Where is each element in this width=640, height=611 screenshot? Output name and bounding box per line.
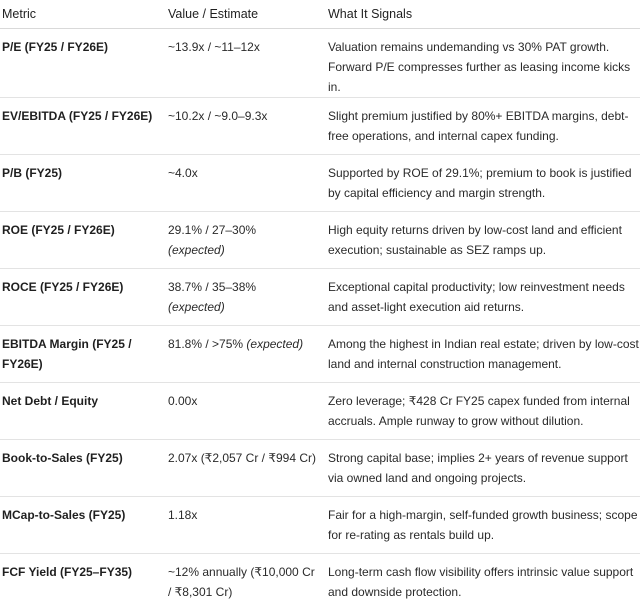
value-cell — [168, 497, 328, 554]
table-row — [0, 554, 640, 611]
value-cell — [168, 29, 328, 98]
signal-cell — [328, 29, 640, 98]
value-text: 0.00x — [168, 394, 198, 408]
metric-cell — [0, 497, 168, 554]
signal-text: Valuation remains undemanding vs 30% PAT growth. Forward P/E compresses further as leasing income kicks in. — [328, 40, 631, 94]
metric-cell — [0, 155, 168, 212]
table-row — [0, 98, 640, 155]
table-header-row — [0, 0, 640, 29]
table-row — [0, 29, 640, 98]
header-signal: What It Signals — [328, 0, 640, 29]
signal-cell — [328, 326, 640, 383]
signal-cell — [328, 383, 640, 440]
metric-cell — [0, 554, 168, 611]
value-text: 38.7% / 35–38% — [168, 280, 257, 294]
signal-cell — [328, 155, 640, 212]
value-text: ~12% annually (₹10,000 Cr / ₹8,301 Cr) — [168, 565, 315, 599]
metric-label: Net Debt / Equity — [2, 394, 99, 408]
table-row — [0, 497, 640, 554]
value-cell — [168, 155, 328, 212]
signal-cell — [328, 440, 640, 497]
value-text: ~10.2x / ~9.0–9.3x — [168, 109, 268, 123]
metric-cell — [0, 383, 168, 440]
table-row — [0, 212, 640, 269]
value-note: (expected) — [168, 243, 225, 257]
metric-label: ROCE (FY25 / FY26E) — [2, 280, 124, 294]
metric-label: ROE (FY25 / FY26E) — [2, 223, 115, 237]
signal-text: Supported by ROE of 29.1%; premium to book is justified by capital efficiency and margin strength. — [328, 166, 632, 200]
signal-text: Among the highest in Indian real estate; driven by low-cost land and internal construction management. — [328, 337, 639, 371]
signal-text: Exceptional capital productivity; low reinvestment needs and asset-light execution aid returns. — [328, 280, 625, 314]
signal-cell — [328, 212, 640, 269]
metric-cell — [0, 98, 168, 155]
metric-cell — [0, 440, 168, 497]
value-cell — [168, 326, 328, 383]
table-row — [0, 269, 640, 326]
header-metric: Metric — [0, 0, 168, 29]
value-cell — [168, 269, 328, 326]
signal-text: High equity returns driven by low-cost land and efficient execution; sustainable as SEZ ramps up. — [328, 223, 622, 257]
signal-cell — [328, 98, 640, 155]
table-row — [0, 383, 640, 440]
value-text: 29.1% / 27–30% — [168, 223, 257, 237]
value-text: 1.18x — [168, 508, 198, 522]
signal-cell — [328, 497, 640, 554]
value-text: ~4.0x — [168, 166, 198, 180]
signal-text: Long-term cash flow visibility offers intrinsic value support and downside protection. — [328, 565, 634, 599]
value-text: 2.07x (₹2,057 Cr / ₹994 Cr) — [168, 451, 316, 465]
table-row — [0, 440, 640, 497]
value-note: (expected) — [168, 300, 225, 314]
value-text: 81.8% / >75% — [168, 337, 244, 351]
signal-text: Slight premium justified by 80%+ EBITDA margins, debt-free operations, and internal capex funding. — [328, 109, 629, 143]
value-cell — [168, 383, 328, 440]
metric-label: P/E (FY25 / FY26E) — [2, 40, 109, 54]
value-cell — [168, 212, 328, 269]
value-cell — [168, 98, 328, 155]
table-row — [0, 155, 640, 212]
metric-cell — [0, 269, 168, 326]
table-row — [0, 326, 640, 383]
metric-label: EV/EBITDA (FY25 / FY26E) — [2, 109, 153, 123]
signal-text: Strong capital base; implies 2+ years of revenue support via owned land and ongoing projects. — [328, 451, 628, 485]
metric-label: FCF Yield (FY25–FY35) — [2, 565, 133, 579]
value-cell — [168, 554, 328, 611]
signal-cell — [328, 269, 640, 326]
metric-label: Book-to-Sales (FY25) — [2, 451, 123, 465]
signal-cell — [328, 554, 640, 611]
header-value: Value / Estimate — [168, 0, 328, 29]
metric-cell — [0, 29, 168, 98]
value-cell — [168, 440, 328, 497]
metric-label: MCap-to-Sales (FY25) — [2, 508, 126, 522]
value-note: (expected) — [246, 337, 304, 351]
signal-text: Zero leverage; ₹428 Cr FY25 capex funded from internal accruals. Ample runway to grow without dilution. — [328, 394, 630, 428]
metric-label: EBITDA Margin (FY25 / FY26E) — [2, 337, 132, 371]
metric-cell — [0, 326, 168, 383]
metric-label: P/B (FY25) — [2, 166, 63, 180]
value-text: ~13.9x / ~11–12x — [168, 40, 260, 54]
metric-cell — [0, 212, 168, 269]
signal-text: Fair for a high-margin, self-funded growth business; scope for re-rating as rentals build up. — [328, 508, 638, 542]
